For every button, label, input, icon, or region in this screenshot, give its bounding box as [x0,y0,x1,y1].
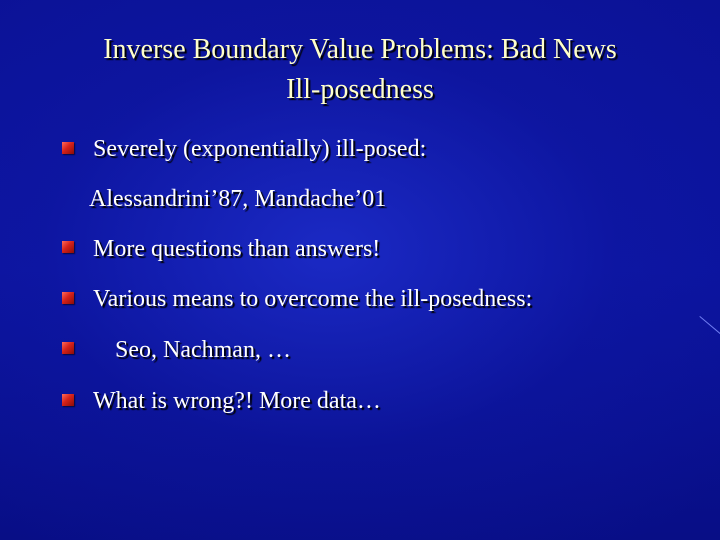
bullet-item: Seo, Nachman, … [115,337,291,363]
bullet-item: Severely (exponentially) ill-posed: [93,136,427,162]
bullet-marker-icon [62,241,74,253]
bullet-marker-icon [62,142,74,154]
bullet-item: More questions than answers! [93,236,381,262]
bullet-marker-icon [62,292,74,304]
bullet-marker-icon [62,342,74,354]
bullet-continuation: Alessandrini’87, Mandache’01 [89,186,387,212]
bullet-item: Various means to overcome the ill-posedness: [93,286,533,312]
decorative-line [699,316,720,336]
slide-title [0,30,720,110]
title-line-2: Ill-posedness [286,74,434,105]
bullet-item: What is wrong?! More data… [93,388,381,414]
title-line-1: Inverse Boundary Value Problems: Bad News [103,34,617,65]
bullet-marker-icon [62,394,74,406]
